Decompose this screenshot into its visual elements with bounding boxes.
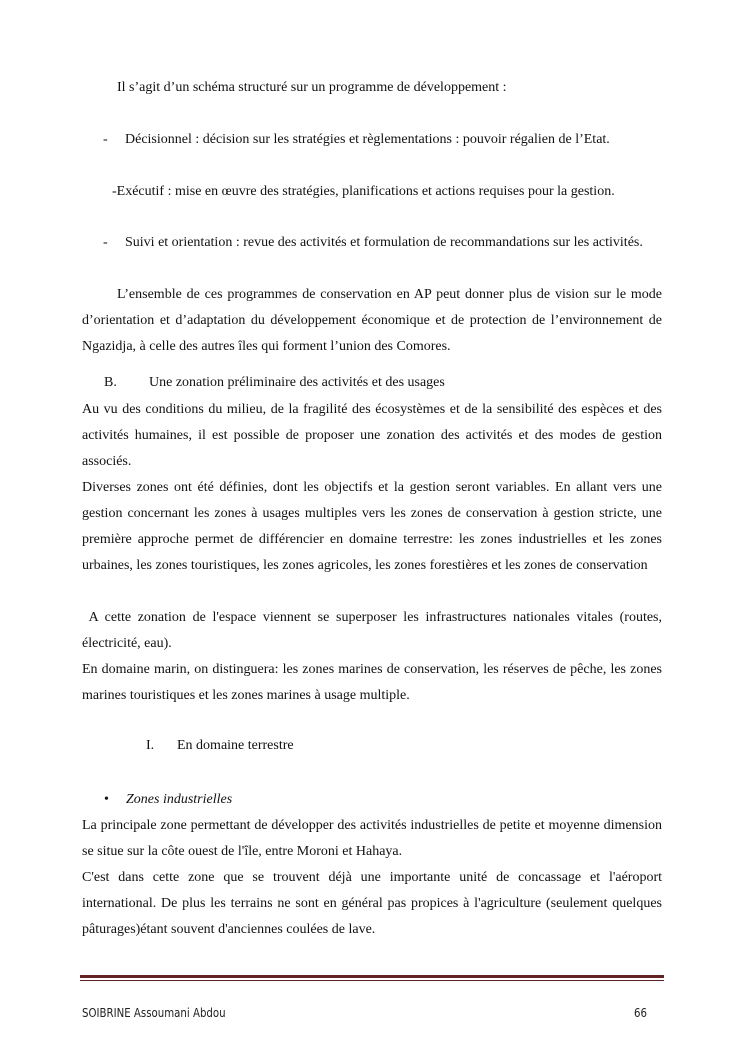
bullet-icon: • xyxy=(104,792,109,807)
list-marker: - xyxy=(103,132,108,147)
paragraph-cest: C'est dans cette zone que se trouvent déjà une importante unité de concassage et l'aéroport international. De plus les terrains ne sont en général pas propices à l'agriculture (seulement quelques pâturages)étant souvent d'anciennes coulées de lave. xyxy=(82,870,662,937)
list-item-suivi: Suivi et orientation : revue des activités et formulation de recommandations sur les activités. xyxy=(125,235,643,250)
page-number: 66 xyxy=(634,1006,647,1020)
list-item-decisionnel: Décisionnel : décision sur les stratégies et règlementations : pouvoir régalien de l’Etat. xyxy=(125,132,610,147)
section-b-marker: B. xyxy=(104,375,117,390)
footer-author: SOIBRINE Assoumani Abdou xyxy=(82,1006,226,1020)
paragraph-diverses: Diverses zones ont été définies, dont les objectifs et la gestion seront variables. En allant vers une gestion concernant les zones à usages multiples vers les zones de conservation à gestion stricte, une première approche permet de différencier en domaine terrestre: les zones industrielles et les zones urbaines, les zones touristiques, les zones agricoles, les zones forestières et les zones de conservation xyxy=(82,480,662,573)
paragraph-ensemble: L’ensemble de ces programmes de conservation en AP peut donner plus de vision sur le mode d’orientation et d’adaptation du développement économique et de protection de l’environnement de Ngazidja, à celle des autres îles qui forment l’union des Comores. xyxy=(82,287,662,354)
section-b-title: Une zonation préliminaire des activités et des usages xyxy=(149,375,445,390)
paragraph-a-cette: A cette zonation de l'espace viennent se superposer les infrastructures nationales vitales (routes, électricité, eau). xyxy=(82,610,666,651)
bullet-text: Zones industrielles xyxy=(126,792,233,807)
list-marker: - xyxy=(103,235,108,250)
footer-rule-thick xyxy=(80,975,664,978)
paragraph-principale: La principale zone permettant de développer des activités industrielles de petite et moyenne dimension se situe sur la côte ouest de l'île, entre Moroni et Hahaya. xyxy=(82,818,662,859)
list-item-executif: -Exécutif : mise en œuvre des stratégies, planifications et actions requises pour la gestion. xyxy=(112,184,615,199)
bullet-zones-industrielles xyxy=(126,787,232,813)
footer-rule-thin xyxy=(80,980,664,981)
intro-text: Il s’agit d’un schéma structuré sur un programme de développement : xyxy=(117,80,507,95)
paragraph-au-vu: Au vu des conditions du milieu, de la fragilité des écosystèmes et de la sensibilité des espèces et des activités humaines, il est possible de proposer une zonation des activités et des modes de gestion associés. xyxy=(82,402,662,469)
section-i-title: En domaine terrestre xyxy=(177,738,294,753)
paragraph-marin: En domaine marin, on distinguera: les zones marines de conservation, les réserves de pêche, les zones marines touristiques et les zones marines à usage multiple. xyxy=(82,662,662,703)
section-i-marker: I. xyxy=(146,738,155,753)
